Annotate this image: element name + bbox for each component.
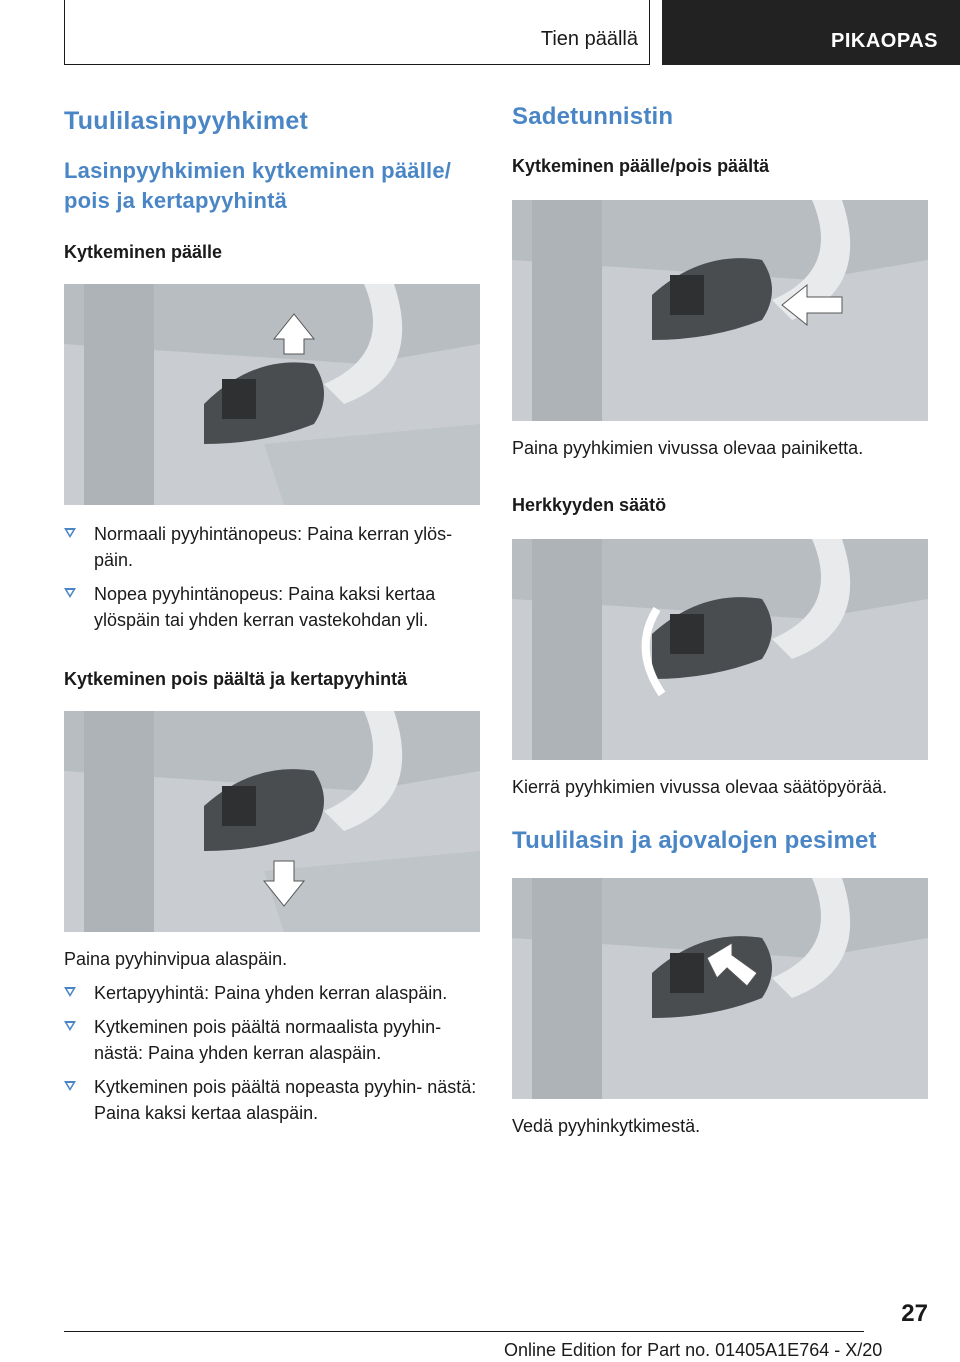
heading-sensitivity: Herkkyyden säätö (512, 495, 667, 515)
heading-rain-onoff: Kytkeminen päälle/pois päältä (512, 156, 770, 176)
rain-sensor-title: Sadetunnistin (512, 103, 674, 130)
bullet-triangle-icon (64, 588, 76, 598)
illustration-lever-up (64, 284, 480, 505)
bullet-triangle-icon (64, 1081, 76, 1091)
edition-note: Online Edition for Part no. 01405A1E764 - X/20 (504, 1340, 883, 1360)
washer-title: Tuulilasin ja ajovalojen pesimet (512, 827, 877, 854)
page-number: 27 (901, 1300, 928, 1327)
bullet-normal-speed: Normaali pyyhintänopeus: Paina kerran ylös- päin. (64, 521, 480, 573)
bullet-triangle-icon (64, 528, 76, 538)
illustration-lever-pull (512, 878, 928, 1099)
heading-switch-off: Kytkeminen pois päältä ja kertapyyhintä (64, 669, 408, 689)
bullet-off-fast: Kytkeminen pois päältä nopeasta pyyhin- nästä: Paina kaksi kertaa alaspäin. (64, 1074, 480, 1126)
section-heading-wipers: Lasinpyyhkimien kytkeminen päälle/ pois ja kertapyyhintä (64, 158, 452, 213)
footer-divider (64, 1331, 864, 1332)
bullet-fast-speed: Nopea pyyhintänopeus: Paina kaksi kertaa ylöspäin tai yhden kerran vastekohdan yli. (64, 581, 480, 633)
right-column (512, 100, 928, 1139)
bullet-off-normal: Kytkeminen pois päältä normaalista pyyhin- nästä: Paina yhden kerran alaspäin. (64, 1014, 480, 1066)
chapter-tab-label: PIKAOPAS (831, 30, 938, 52)
page-title: Tuulilasinpyyhkimet (64, 107, 309, 135)
caption-turn-wheel: Kierrä pyyhkimien vivussa olevaa säätöpyörää. (512, 777, 888, 797)
illustration-lever-down (64, 711, 480, 932)
section-title: Tien päällä (540, 28, 638, 50)
caption-pull-lever: Vedä pyyhinkytkimestä. (512, 1116, 701, 1136)
caption-press-button: Paina pyyhkimien vivussa olevaa painiketta. (512, 438, 864, 458)
left-column (64, 100, 480, 1126)
illustration-lever-button (512, 200, 928, 421)
heading-switch-on: Kytkeminen päälle (64, 242, 223, 262)
caption-press-down: Paina pyyhinvipua alaspäin. (64, 949, 288, 969)
bullet-single-wipe: Kertapyyhintä: Paina yhden kerran alaspäin. (64, 980, 480, 1006)
bullet-triangle-icon (64, 1021, 76, 1031)
bullet-triangle-icon (64, 987, 76, 997)
illustration-lever-wheel (512, 539, 928, 760)
